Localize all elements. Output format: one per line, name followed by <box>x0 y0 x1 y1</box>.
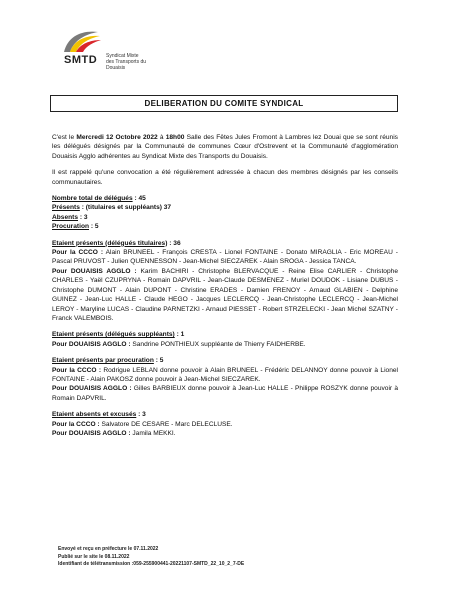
count-proxy-value: : 5 <box>89 223 99 231</box>
procuration-da-text: Gilles BARBIEUX donne pouvoir à Jean-Luc HALLE - Philippe ROSZYK donne pouvoir à Romain DAPVRIL. <box>52 385 398 402</box>
intro-text-a: C'est le <box>52 134 77 141</box>
titulaires-da-label: Pour DOUAISIS AGGLO : <box>52 267 137 275</box>
count-proxy-label: Procuration <box>52 223 90 231</box>
procuration-heading-label: Etaient présents par procuration <box>52 357 154 365</box>
count-total-value: : 45 <box>132 195 146 203</box>
suppleants-da-text: Sandrine PONTHIEUX suppléante de Thierry FAIDHERBE. <box>130 340 306 348</box>
suppleants-heading <box>52 330 398 339</box>
suppleants-da <box>52 340 398 349</box>
titulaires-ccco-label: Pour la CCCO : <box>52 249 104 257</box>
count-present-label: Présents <box>52 204 80 212</box>
procuration-ccco-label: Pour la CCCO : <box>52 366 102 374</box>
footer-prefecture: Envoyé et reçu en préfecture le 07.11.2022 <box>58 546 159 552</box>
suppleants-heading-value: : 1 <box>174 331 185 339</box>
logo-subtitle-line2: des Transports du Douaisis <box>106 59 147 71</box>
count-absent-value: : 3 <box>78 213 88 221</box>
titulaires-ccco <box>52 248 398 267</box>
suppleants-heading-label: Etaient présents (délégués suppléants) <box>52 331 175 339</box>
smtd-logo <box>58 26 168 72</box>
count-present <box>52 203 398 212</box>
titulaires-heading <box>52 239 398 248</box>
document-title: DELIBERATION DU COMITE SYNDICAL <box>50 95 398 112</box>
titulaires-heading-value: : 36 <box>167 239 181 247</box>
procuration-heading-value: : 5 <box>153 357 164 365</box>
count-total <box>52 194 398 203</box>
procuration-da-label: Pour DOUAISIS AGGLO : <box>52 385 132 393</box>
absents-heading <box>52 410 398 419</box>
intro-paragraph <box>52 133 398 161</box>
logo-subtitle <box>106 53 166 71</box>
transmission-footer <box>58 546 358 569</box>
intro-text-c: Salle des Fêtes Jules Fromont à Lambres lez Douai que se sont réunis les délégués désignés par la Communauté de communes Cœur d'Ostrevent et la Communauté d'agglomération Douaisis Agglo adhérentes au Syndicat Mixte des Transports du Douaisis. <box>52 134 398 160</box>
procuration-heading <box>52 356 398 365</box>
procuration-ccco-text: Rodrigue LEBLAN donne pouvoir à Alain BRUNEEL - Frédéric DELANNOY donne pouvoir à Lionel FONTAINE - Alain PAKOSZ donne pouvoir à Jean-Michel SIECZAREK. <box>52 366 399 383</box>
count-absent-label: Absents <box>52 213 79 221</box>
document-body <box>52 133 398 438</box>
meeting-time: 18h00 <box>165 134 185 141</box>
convocation-paragraph: Il est rappelé qu'une convocation a été régulièrement adressée à chacun des membres désignés par les conseils communautaires. <box>52 169 398 186</box>
logo-abbreviation: SMTD <box>64 54 98 66</box>
procuration-da <box>52 384 398 403</box>
meeting-date: Mercredi 12 Octobre 2022 <box>76 134 158 141</box>
smtd-logo-mark-icon <box>58 26 102 56</box>
count-total-label: Nombre total de délégués <box>52 195 133 203</box>
absents-heading-value: : 3 <box>136 411 146 419</box>
titulaires-heading-label: Etaient présents (délégués titulaires) <box>52 239 168 247</box>
footer-identifier: Identifiant de télétransmission :059-255900441-20221107-SMTD_22_10_2_7-DE <box>58 561 245 567</box>
titulaires-da-text: Karim BACHIRI - Christophe BLERVACQUE - Reine Elise CARLIER - Christophe CHARLES - Yaël CZUPRYNA - Romain DAPVRIL - Jean-Claude DESMENEZ - Muriel DOUDOK - Lisiane DUBUS - Christophe DUMONT - Alain DUPONT - Christine ERADES - Damien FRENOY - Arnaud GLABIEN - Delphine GUINEZ - Jean-Luc HALLE - Claude HEGO - Jacques LECLERCQ - Jean-Christophe LECLERCQ - Jean-Michel LEROY - Maryline LUCAS - Claudine PARNETZKI - Arnaud PIESSET - Robert STRZELECKI - Jean Michel SZATNY - Franck VALEMBOIS. <box>52 267 398 322</box>
suppleants-da-label: Pour DOUAISIS AGGLO : <box>52 340 131 348</box>
absents-ccco-label: Pour la CCCO : <box>52 420 100 428</box>
footer-published: Publié sur le site le 08.11.2022 <box>58 553 130 560</box>
absents-da-label: Pour DOUAISIS AGGLO : <box>52 429 131 437</box>
count-absent <box>52 213 398 222</box>
count-present-value: : (titulaires et suppléants) 37 <box>79 204 172 212</box>
intro-text-b: à <box>157 134 166 141</box>
count-proxy <box>52 222 398 231</box>
procuration-ccco <box>52 366 398 385</box>
absents-ccco-text: Salvatore DE CESARE - Marc DELECLUSE. <box>99 420 233 428</box>
absents-heading-label: Etaient absents et excusés <box>52 411 137 419</box>
absents-da <box>52 429 398 438</box>
absents-da-text: Jamila MEKKI. <box>130 429 176 437</box>
absents-ccco <box>52 420 398 429</box>
titulaires-da <box>52 267 398 323</box>
logo-subtitle-line1: Syndicat Mixte <box>106 53 139 59</box>
titulaires-ccco-text: Alain BRUNEEL - François CRESTA - Lionel FONTAINE - Donato MIRAGLIA - Eric MOREAU - Pascal PRUVOST - Julien QUENNESSON - Jean-Michel SIECZAREK - Alain SROGA - Jessica TANCA. <box>52 249 399 266</box>
